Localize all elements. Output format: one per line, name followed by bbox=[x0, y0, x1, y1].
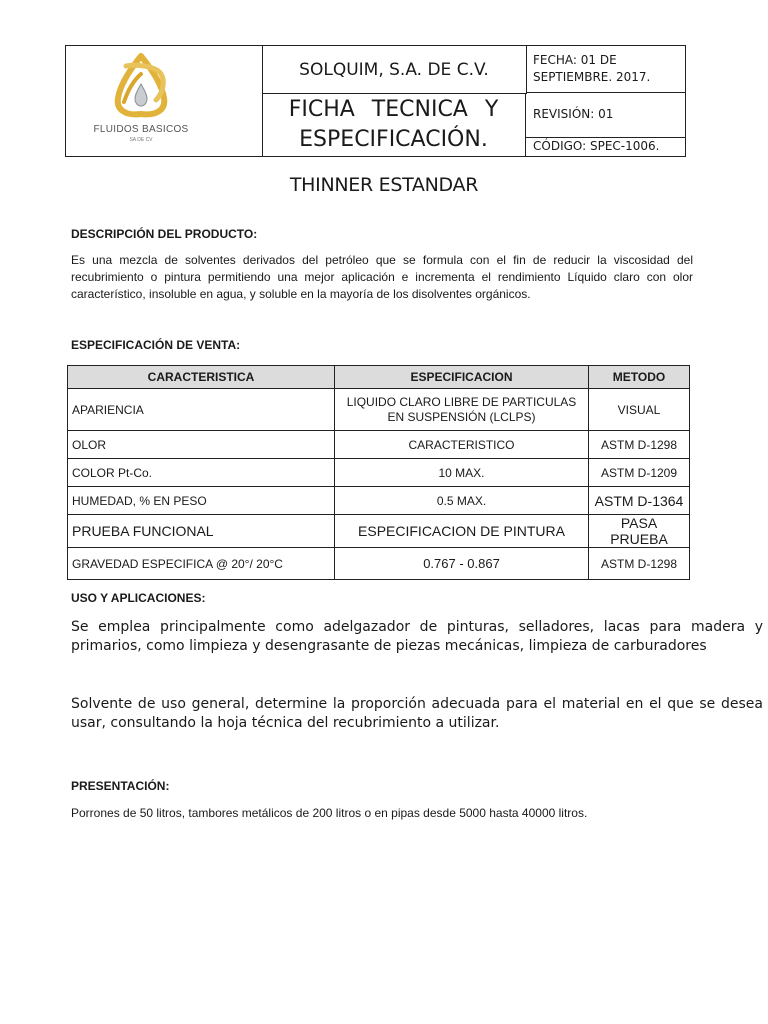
cell-caracteristica: COLOR Pt-Co. bbox=[68, 459, 335, 487]
cell-especificacion: 10 MAX. bbox=[335, 459, 589, 487]
description-text: Es una mezcla de solventes derivados del petróleo que se formula con el fin de reducir la viscosidad del recubrimiento o pintura permitiendo una mejor aplicación e incrementa el rendimiento Líquido claro con olor característico, insoluble en agua, y soluble en la mayoría de los disolventes orgánicos. bbox=[71, 253, 693, 301]
cell-especificacion: 0.5 MAX. bbox=[335, 487, 589, 515]
cell-caracteristica: OLOR bbox=[68, 431, 335, 459]
table-header-row bbox=[68, 366, 690, 389]
cell-caracteristica: GRAVEDAD ESPECIFICA @ 20°/ 20°C bbox=[68, 548, 335, 580]
cell-caracteristica: APARIENCIA bbox=[68, 389, 335, 431]
column-header-metodo: METODO bbox=[589, 366, 690, 389]
cell-metodo: ASTM D-1364 bbox=[589, 487, 690, 515]
cell-caracteristica: HUMEDAD, % EN PESO bbox=[68, 487, 335, 515]
specification-table bbox=[67, 365, 690, 580]
cell-especificacion: 0.767 - 0.867 bbox=[335, 548, 589, 580]
logo-company-suffix: SA DE CV bbox=[129, 137, 153, 143]
uses-heading: USO Y APLICACIONES: bbox=[71, 591, 206, 605]
company-name: SOLQUIM, S.A. DE C.V. bbox=[262, 46, 527, 94]
date-field bbox=[526, 46, 685, 93]
document-title-line-1: FICHA TECNICA Y bbox=[288, 97, 499, 122]
uses-paragraph-2: Solvente de uso general, determine la proporción adecuada para el material en el que se desea usar, consultando la hoja técnica del recubrimiento a utilizar. bbox=[71, 696, 763, 731]
logo-cell bbox=[66, 46, 263, 156]
date-line-1: FECHA: 01 DE bbox=[533, 53, 617, 67]
fluidos-basicos-logo-icon bbox=[66, 46, 216, 126]
document-title-line-2: ESPECIFICACIÓN. bbox=[299, 127, 488, 152]
date-line-2: SEPTIEMBRE. 2017. bbox=[533, 70, 651, 84]
cell-especificacion: LIQUIDO CLARO LIBRE DE PARTICULAS EN SUSPENSIÓN (LCLPS) bbox=[335, 389, 589, 431]
table-row bbox=[68, 515, 690, 548]
company-logo bbox=[66, 46, 262, 156]
table-row bbox=[68, 389, 690, 431]
cell-especificacion: CARACTERISTICO bbox=[335, 431, 589, 459]
cell-metodo: ASTM D-1209 bbox=[589, 459, 690, 487]
document-title bbox=[262, 93, 526, 156]
logo-company-name: FLUIDOS BASICOS bbox=[93, 124, 189, 135]
cell-caracteristica: PRUEBA FUNCIONAL bbox=[68, 515, 335, 548]
cell-metodo: ASTM D-1298 bbox=[589, 431, 690, 459]
uses-paragraph-1: Se emplea principalmente como adelgazador de pinturas, selladores, lacas para madera y primarios, como limpieza y desengrasante de piezas mecánicas, limpieza de carburadores bbox=[71, 619, 763, 654]
presentation-text: Porrones de 50 litros, tambores metálicos de 200 litros o en pipas desde 5000 hasta 40000 litros. bbox=[71, 806, 588, 820]
table-row bbox=[68, 431, 690, 459]
description-heading: DESCRIPCIÓN DEL PRODUCTO: bbox=[71, 227, 258, 241]
table-row bbox=[68, 548, 690, 580]
table-row bbox=[68, 487, 690, 515]
column-header-caracteristica: CARACTERISTICA bbox=[68, 366, 335, 389]
document-header bbox=[65, 45, 686, 157]
spec-heading: ESPECIFICACIÓN DE VENTA: bbox=[71, 338, 241, 352]
revision-field: REVISIÓN: 01 bbox=[526, 93, 685, 138]
cell-especificacion: ESPECIFICACION DE PINTURA bbox=[335, 515, 589, 548]
column-header-especificacion: ESPECIFICACION bbox=[335, 366, 589, 389]
cell-metodo: PASA PRUEBA bbox=[589, 515, 690, 548]
cell-metodo: ASTM D-1298 bbox=[589, 548, 690, 580]
table-row bbox=[68, 459, 690, 487]
product-title: THINNER ESTANDAR bbox=[289, 174, 479, 196]
presentation-heading: PRESENTACIÓN: bbox=[71, 779, 170, 793]
code-field: CÓDIGO: SPEC-1006. bbox=[533, 139, 660, 153]
cell-metodo: VISUAL bbox=[589, 389, 690, 431]
